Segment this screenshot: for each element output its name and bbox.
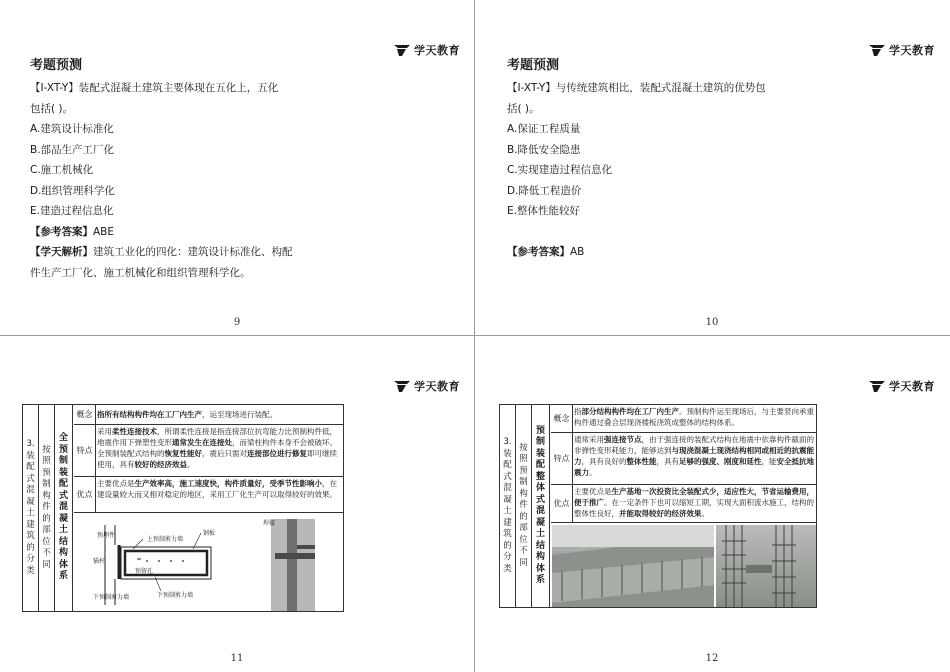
- brand-logo: [394, 42, 460, 58]
- brand-logo: [869, 378, 935, 394]
- concept-row: [551, 405, 816, 433]
- page-title: 考题预测: [507, 58, 560, 73]
- question-block: [507, 78, 827, 262]
- question-line: 【Ⅰ-XT-Y】与传统建筑相比，装配式混凝土建筑的优势包: [507, 82, 766, 94]
- row-label: 概念: [551, 405, 573, 432]
- classification-table: [22, 404, 344, 612]
- label-lower-wall-side: 下预制剪力墙: [93, 594, 130, 601]
- page-number: 9: [233, 317, 241, 328]
- slide-page-12: [475, 336, 949, 671]
- category-column: [500, 405, 516, 607]
- option-d: D.组织管理科学化: [30, 184, 115, 197]
- page-number: 12: [705, 653, 719, 664]
- label-upper-wall: 上预制剪力墙: [147, 536, 184, 543]
- label-lower-wall: 下预制剪力墙: [157, 592, 194, 599]
- feature-row: [74, 425, 343, 477]
- basis-column: [39, 405, 55, 611]
- category-label: 3.装配式混凝土建筑的分类: [503, 437, 512, 574]
- label-anchor: 锚杆: [93, 558, 106, 565]
- brand-name: 学天教育: [414, 44, 460, 57]
- label-embedded: 预埋件: [97, 532, 116, 539]
- type-label: 预制装配整体式混凝土结构体系: [535, 425, 545, 585]
- answer-label: 【参考答案】: [507, 245, 570, 258]
- label-weld: 焊接: [263, 520, 276, 527]
- rebar-frame-illustration: [716, 525, 816, 607]
- advantage-row: [74, 477, 343, 513]
- rebar-frame-photo: [716, 525, 816, 607]
- brand-name: 学天教育: [414, 380, 460, 393]
- answer-line: [507, 242, 827, 263]
- question-line: 【Ⅰ-XT-Y】装配式混凝土建筑主要体现在五化上，五化: [30, 82, 279, 94]
- option-b: B.降低安全隐患: [507, 143, 581, 156]
- option-b: B.部品生产工厂化: [30, 143, 115, 156]
- question-block: [30, 78, 340, 283]
- advantage-text: 主要优点是生产效率高，施工速度快，构件质量好，受季节性影响小，在建设量较大而又相对稳定的地区，采用工厂化生产可以取得较好的效果。: [97, 479, 337, 499]
- slide-page-10: [475, 0, 949, 335]
- analysis-text: 建筑工业化的四化：建筑设计标准化、构配: [93, 246, 293, 258]
- concept-row: [74, 405, 343, 425]
- concept-text: 指所有结构构件均在工厂内生产，运至现场进行装配。: [97, 410, 277, 419]
- answer-line: [30, 222, 340, 243]
- row-label: 优点: [551, 485, 573, 522]
- feature-row: [551, 433, 816, 485]
- answer-label: 【参考答案】: [30, 225, 93, 238]
- advantage-row: [551, 485, 816, 523]
- precast-slab-photo: [552, 525, 714, 607]
- option-c: C.实现建造过程信息化: [507, 164, 613, 176]
- answer-value: ABE: [93, 225, 115, 238]
- option-a: A.保证工程质量: [507, 123, 581, 135]
- option-e: E.整体性能较好: [507, 205, 580, 217]
- analysis-label: 【学天解析】: [30, 246, 93, 258]
- connection-diagram: [75, 515, 343, 611]
- answer-value: AB: [570, 245, 585, 258]
- option-e: E.建造过程信息化: [30, 205, 114, 217]
- precast-slab-illustration: [552, 525, 714, 607]
- concept-text: 指部分结构构件均在工厂内生产。预制构件运至现场后，与主要竖向承重构件通过叠合层现浇楼板浇筑成整体的结构体系。: [574, 407, 814, 427]
- brand-name: 学天教育: [889, 380, 935, 393]
- feature-text: 通常采用强连接节点，由于强连接的装配式结构在地震中依靠构件截面的非弹性变形耗能力，能够达到与现浇混凝土现浇结构相同或相近的抗震能力，具有良好的整体性能，具有足够的强度、刚度和延性，能安全抵抗地震力。: [574, 435, 814, 477]
- option-a: A.建筑设计标准化: [30, 123, 114, 135]
- slide-page-11: [0, 336, 474, 671]
- page-title: 考题预测: [30, 58, 83, 73]
- brand-logo: [394, 378, 460, 394]
- type-column: [55, 405, 73, 611]
- brand-mark-icon: [869, 45, 885, 56]
- basis-column: [516, 405, 532, 607]
- brand-name: 学天教育: [889, 44, 935, 57]
- category-label: 3.装配式混凝土建筑的分类: [26, 439, 35, 576]
- question-line: 括( )。: [507, 102, 540, 115]
- brand-logo: [869, 42, 935, 58]
- advantage-text: 主要优点是生产基地一次投资比全装配式少，适应性大，节省运输费用，便于推广。在一定条件下也可以缩短工期，实现大面积流水施工，结构的整体性良好，并能取得较好的经济效果。: [574, 487, 814, 518]
- slide-page-9: [0, 0, 474, 335]
- basis-label: 按照预制构件的部位不同: [519, 442, 528, 568]
- feature-text: 采用柔性连接技术，所谓柔性连接是指连接部位抗弯能力比预制构件低，地震作用下弹塑性变形通常发生在连接处，而梁柱构件本身不会被破坏。全预制装配式结构的恢复性能好，震后只需对连接部位进行修复即可继续使用，具有较好的经济效益。: [97, 427, 337, 469]
- row-label: 特点: [74, 425, 96, 476]
- brand-mark-icon: [394, 45, 410, 56]
- page-number: 11: [230, 653, 244, 664]
- label-reserved-hole: 预留孔: [135, 568, 154, 575]
- label-steel-plate: 钢板: [203, 530, 216, 537]
- analysis-line: [30, 242, 340, 263]
- type-column: [532, 405, 550, 607]
- type-label: 全预制装配式混凝土结构体系: [58, 433, 68, 582]
- row-label: 概念: [74, 405, 96, 424]
- page-number: 10: [705, 317, 719, 328]
- option-d: D.降低工程造价: [507, 184, 582, 197]
- row-label: 特点: [551, 433, 573, 484]
- brand-mark-icon: [394, 381, 410, 392]
- classification-table: [499, 404, 817, 608]
- brand-mark-icon: [869, 381, 885, 392]
- question-line: 包括( )。: [30, 102, 74, 115]
- analysis-line: 件生产工厂化、施工机械化和组织管理科学化。: [30, 266, 251, 279]
- option-c: C.施工机械化: [30, 164, 94, 176]
- basis-label: 按照预制构件的部位不同: [42, 444, 51, 570]
- category-column: [23, 405, 39, 611]
- row-label: 优点: [74, 477, 96, 512]
